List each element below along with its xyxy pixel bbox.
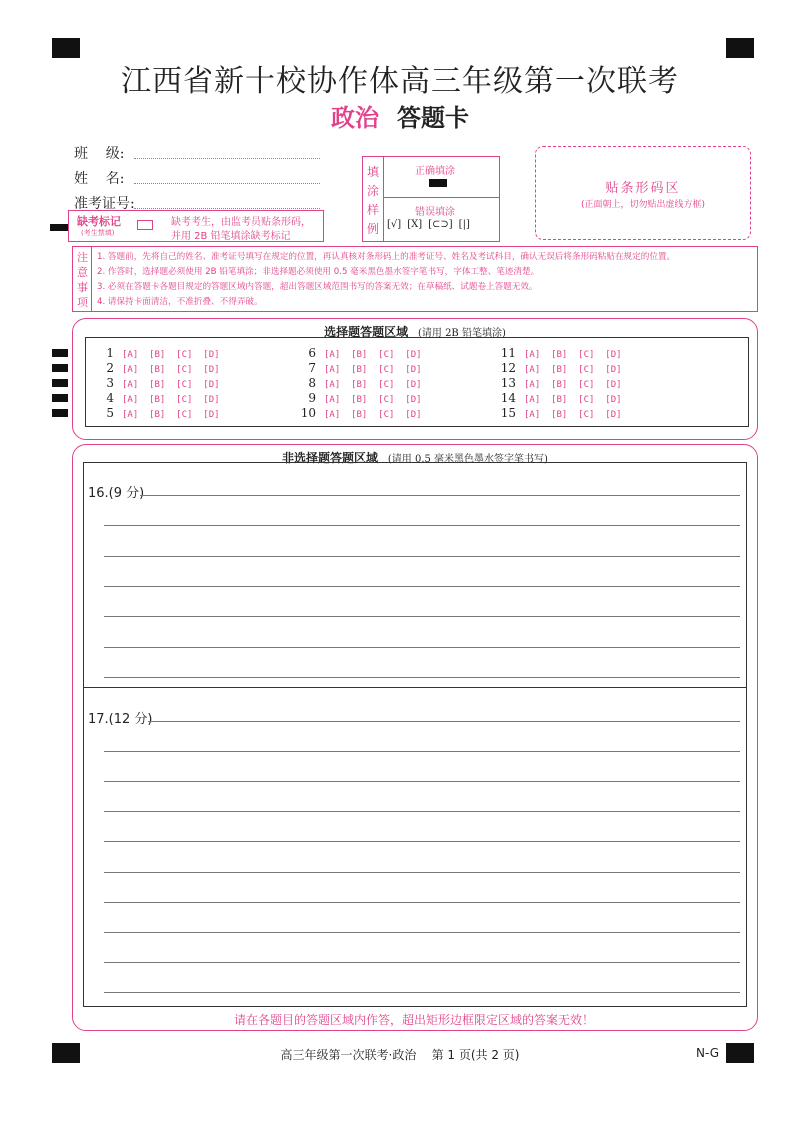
timing-mark <box>52 364 68 372</box>
writing-line <box>104 992 740 993</box>
timing-mark <box>52 394 68 402</box>
absent-text-1: 缺考考生，由监考员贴条形码， <box>171 217 311 228</box>
choice-options[interactable]: [A] [B] [C] [D] <box>524 350 622 360</box>
choice-question-number: 6 <box>308 346 316 360</box>
fill-sample-side-3: 样 <box>367 203 380 217</box>
note-item-3: 3. 必须在答题卡各题目规定的答题区域内答题，超出答题区域范围书写的答案无效；在草稿纸、试题卷上答题无效。 <box>97 282 538 292</box>
note-item-2: 2. 作答时，选择题必须使用 2B 铅笔填涂；非选择题必须使用 0.5 毫米黑色墨水签字笔书写，字体工整、笔迹清楚。 <box>97 267 540 277</box>
absent-sublabel: (考生禁填) <box>81 229 115 237</box>
writing-line <box>104 751 740 752</box>
exam-number-field[interactable] <box>134 208 320 209</box>
choice-question-5 <box>96 406 220 420</box>
page-subtitle <box>0 98 800 133</box>
choice-question-number: 8 <box>308 376 316 390</box>
choice-question-number: 15 <box>500 406 516 420</box>
note-item-1: 1. 答题前，先将自己的姓名、准考证号填写在规定的位置，再认真核对条形码上的准考证号、姓名及考试科目，确认无误后将条形码粘贴在规定的位置。 <box>97 252 676 262</box>
note-item-4: 4. 请保持卡面清洁，不准折叠、不得弄破。 <box>97 297 263 307</box>
choice-question-9 <box>298 391 422 405</box>
choice-question-number: 9 <box>308 391 316 405</box>
answer-box-17[interactable] <box>83 686 747 1007</box>
fill-sample-side-1: 填 <box>367 165 380 179</box>
choice-question-2 <box>96 361 220 375</box>
class-field[interactable] <box>134 158 320 159</box>
writing-line <box>104 811 740 812</box>
class-label: 班 级: <box>74 146 125 162</box>
question-16-label: 16.(9 分) <box>88 486 145 501</box>
absent-checkbox[interactable] <box>137 220 153 230</box>
fill-sample-box <box>362 156 500 242</box>
choice-question-6 <box>298 346 422 360</box>
choice-section-title: 选择题答题区域 <box>324 325 409 339</box>
writing-line <box>104 586 740 587</box>
correct-fill-example <box>429 179 447 187</box>
choice-question-12 <box>498 361 622 375</box>
choice-options[interactable]: [A] [B] [C] [D] <box>122 410 220 420</box>
choice-options[interactable]: [A] [B] [C] [D] <box>324 350 422 360</box>
choice-question-number: 11 <box>500 346 516 360</box>
timing-mark <box>50 224 68 231</box>
choice-options[interactable]: [A] [B] [C] [D] <box>122 365 220 375</box>
registration-mark-top-left <box>52 38 80 58</box>
choice-options[interactable]: [A] [B] [C] [D] <box>122 350 220 360</box>
choice-options[interactable]: [A] [B] [C] [D] <box>524 410 622 420</box>
timing-mark <box>52 349 68 357</box>
name-field[interactable] <box>134 183 320 184</box>
choice-question-number: 12 <box>500 361 516 375</box>
timing-mark <box>52 379 68 387</box>
writing-line <box>104 647 740 648</box>
choice-question-7 <box>298 361 422 375</box>
choice-question-3 <box>96 376 220 390</box>
correct-fill-label: 正确填涂 <box>415 166 455 177</box>
writing-line <box>104 677 740 678</box>
card-name: 答题卡 <box>397 104 469 132</box>
absent-text-2: 并用 2B 铅笔填涂缺考标记 <box>171 231 291 242</box>
barcode-title: 贴条形码区 <box>605 181 681 196</box>
notes-box <box>72 246 758 312</box>
choice-question-10 <box>298 406 422 420</box>
page-title: 江西省新十校协作体高三年级第一次联考 <box>121 64 679 99</box>
wrong-mark-check: [√] <box>387 219 402 230</box>
choice-options[interactable]: [A] [B] [C] [D] <box>524 395 622 405</box>
fill-sample-side-4: 例 <box>367 222 380 236</box>
wrong-fill-examples <box>387 219 470 230</box>
notes-side-2: 意 <box>77 266 88 279</box>
choice-options[interactable]: [A] [B] [C] [D] <box>524 380 622 390</box>
writing-line <box>104 616 740 617</box>
exam-number-label: 准考证号: <box>74 196 135 212</box>
choice-question-number: 3 <box>106 376 114 390</box>
choice-question-number: 5 <box>106 406 114 420</box>
name-label: 姓 名: <box>74 171 125 187</box>
nonchoice-section-title: 非选择题答题区域 <box>282 451 379 465</box>
choice-question-14 <box>498 391 622 405</box>
notes-side-3: 事 <box>77 281 88 294</box>
choice-question-number: 13 <box>500 376 516 390</box>
wrong-fill-label: 错误填涂 <box>415 207 455 218</box>
choice-question-13 <box>498 376 622 390</box>
registration-mark-top-right <box>726 38 754 58</box>
subject-label: 政治 <box>331 104 379 132</box>
choice-question-1 <box>96 346 220 360</box>
footer-page-info: 高三年级第一次联考·政治 第 1 页(共 2 页) <box>280 1048 520 1062</box>
fill-sample-side-2: 涂 <box>367 184 380 198</box>
choice-question-4 <box>96 391 220 405</box>
choice-question-number: 10 <box>300 406 316 420</box>
barcode-hint: (正面朝上，切勿贴出虚线方框) <box>580 200 706 210</box>
choice-section-hint: (请用 2B 铅笔填涂) <box>417 328 506 339</box>
choice-question-number: 7 <box>308 361 316 375</box>
writing-line <box>104 781 740 782</box>
writing-line <box>104 902 740 903</box>
choice-question-8 <box>298 376 422 390</box>
warning-text: 请在各题目的答题区域内作答，超出矩形边框限定区域的答案无效！ <box>233 1013 594 1027</box>
absent-mark-box <box>68 210 324 242</box>
wrong-mark-cross: [X] <box>407 219 423 230</box>
choice-question-number: 4 <box>106 391 114 405</box>
notes-side-4: 项 <box>77 296 88 309</box>
choice-question-number: 14 <box>500 391 516 405</box>
barcode-area <box>535 146 751 240</box>
writing-line <box>104 525 740 526</box>
timing-mark <box>52 409 68 417</box>
choice-options[interactable]: [A] [B] [C] [D] <box>122 395 220 405</box>
choice-options[interactable]: [A] [B] [C] [D] <box>324 380 422 390</box>
wrong-mark-oval: [⊂⊃] <box>428 219 453 230</box>
choice-options[interactable]: [A] [B] [C] [D] <box>524 365 622 375</box>
choice-question-15 <box>498 406 622 420</box>
writing-line <box>104 962 740 963</box>
footer-code: N-G <box>696 1046 720 1060</box>
notes-side-1: 注 <box>77 251 88 264</box>
choice-options[interactable]: [A] [B] [C] [D] <box>324 410 422 420</box>
writing-line <box>104 556 740 557</box>
nonchoice-section-hint: (请用 0.5 毫米黑色墨水签字笔书写) <box>387 454 548 465</box>
writing-line <box>104 841 740 842</box>
choice-question-11 <box>498 346 622 360</box>
choice-options[interactable]: [A] [B] [C] [D] <box>324 365 422 375</box>
wrong-mark-bar: [|] <box>458 219 470 230</box>
writing-line <box>104 932 740 933</box>
question-17-label: 17.(12 分) <box>88 712 153 727</box>
choice-options[interactable]: [A] [B] [C] [D] <box>324 395 422 405</box>
choice-question-number: 2 <box>106 361 114 375</box>
absent-label: 缺考标记 <box>77 215 121 228</box>
choice-options[interactable]: [A] [B] [C] [D] <box>122 380 220 390</box>
choice-question-number: 1 <box>106 346 114 360</box>
writing-line <box>104 872 740 873</box>
